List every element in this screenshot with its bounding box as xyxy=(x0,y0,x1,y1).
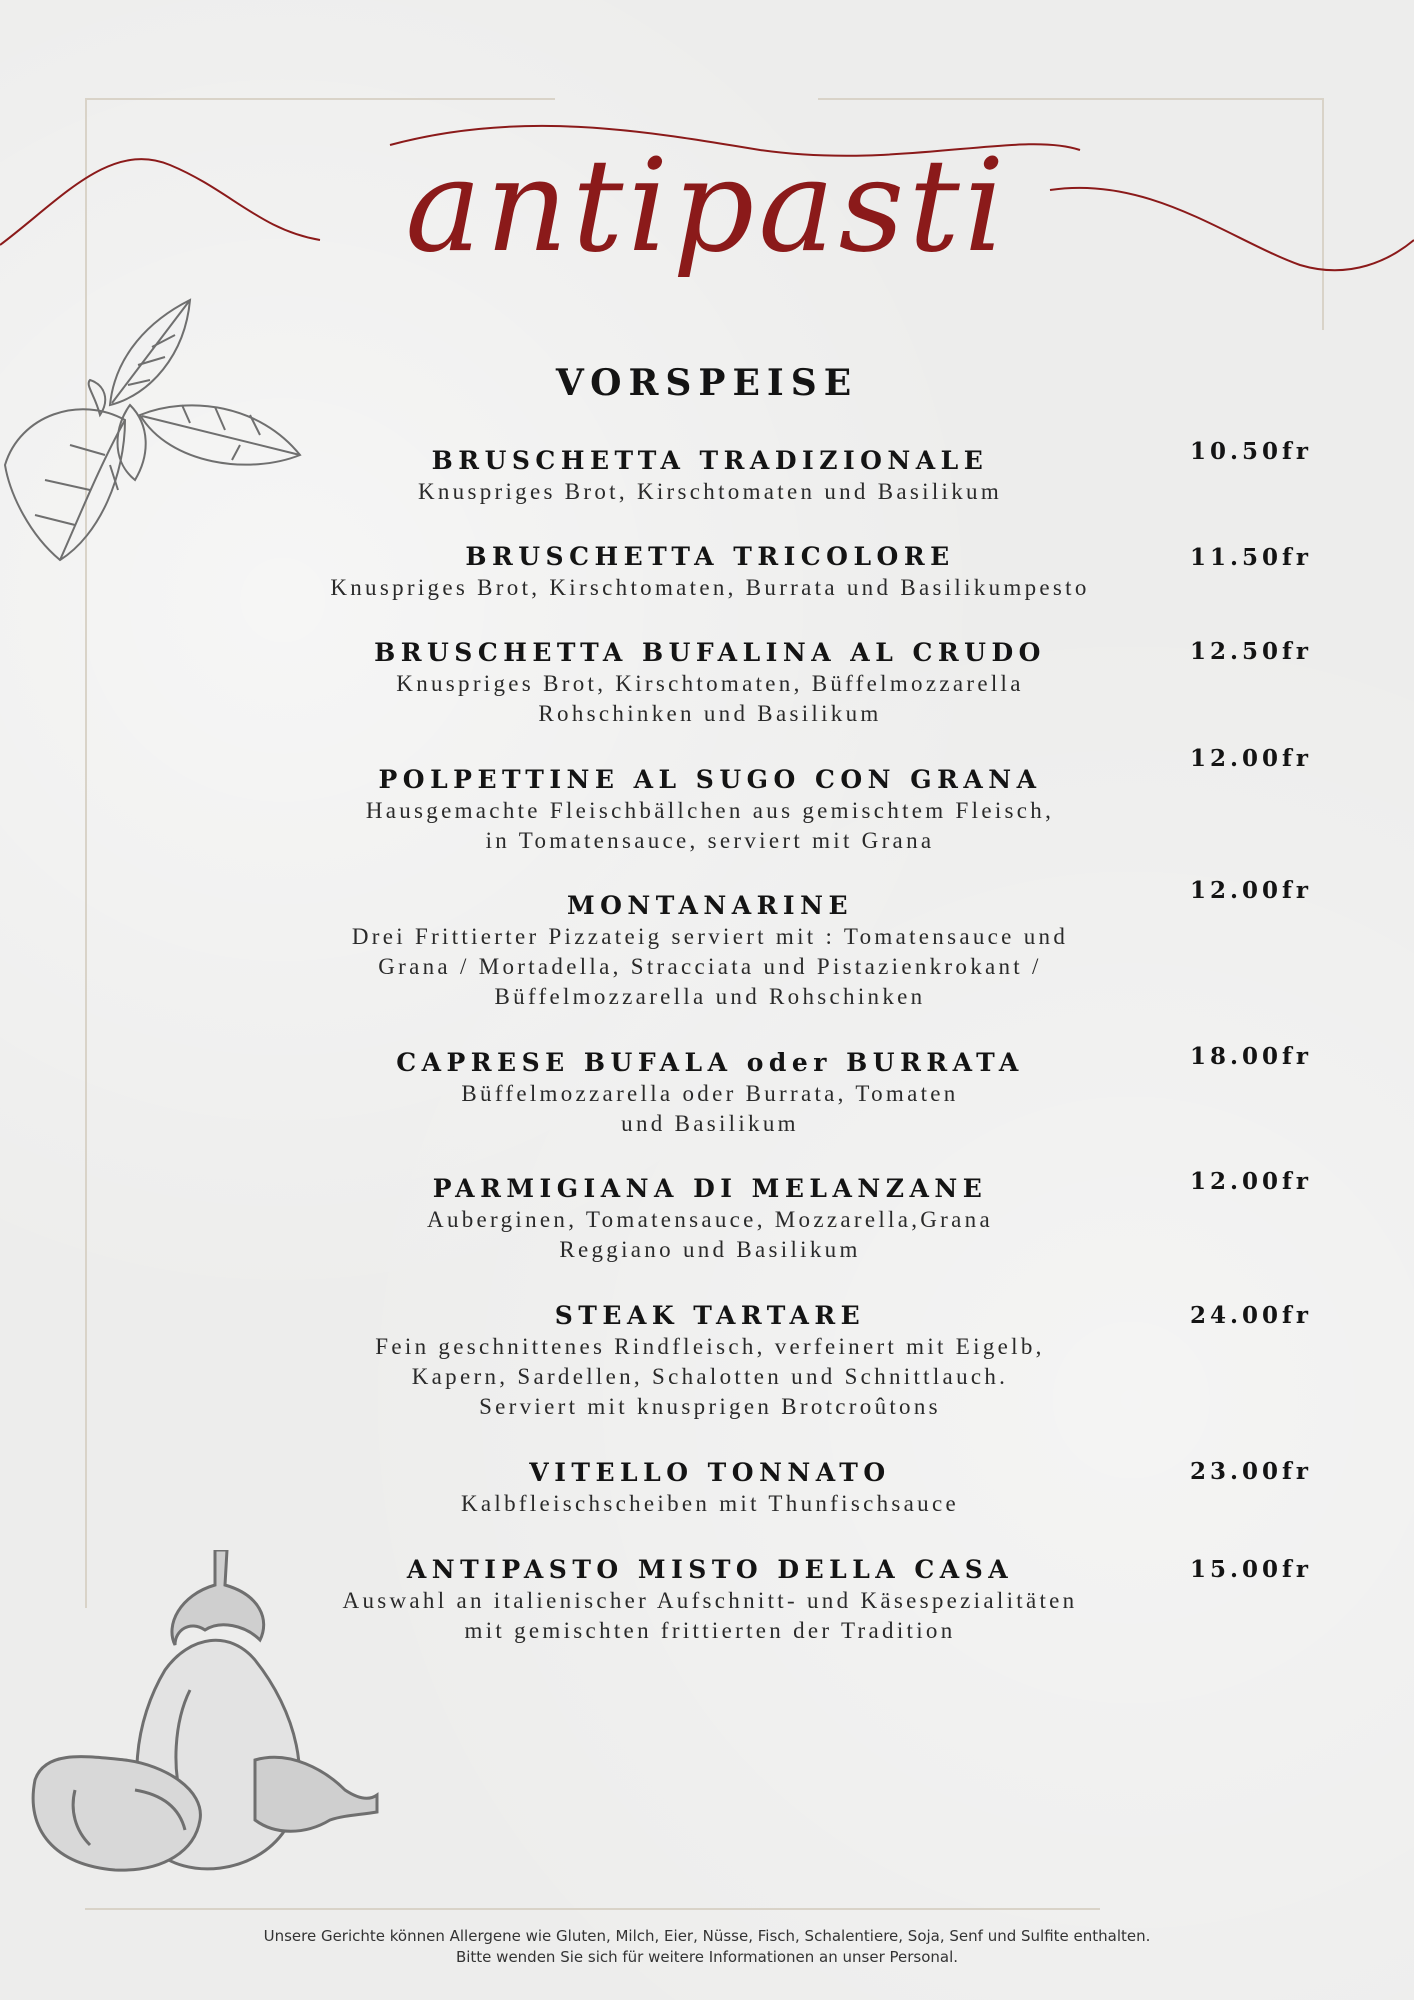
item-description: Fein geschnittenes Rindfleisch, verfeinert mit Eigelb, Kapern, Sardellen, Schalotten und Schnittlauch. Serviert mit knusprigen Brotcroûtons xyxy=(375,1334,1045,1419)
title-text: antipasti xyxy=(405,132,1009,281)
item-price: 12.00fr xyxy=(1190,745,1313,772)
item-name: BRUSCHETTA TRICOLORE xyxy=(465,542,955,571)
item-description: Knuspriges Brot, Kirschtomaten und Basilikum xyxy=(417,479,1003,504)
item-price: 12.00fr xyxy=(1190,1168,1313,1195)
item-description: Knuspriges Brot, Kirschtomaten, Burrata und Basilikumpesto xyxy=(330,575,1090,600)
title-flourish-left xyxy=(0,159,320,245)
item-name: POLPETTINE AL SUGO CON GRANA xyxy=(378,765,1042,794)
menu-item xyxy=(230,541,1190,603)
menu-item xyxy=(230,764,1190,856)
item-price: 12.00fr xyxy=(1190,877,1313,904)
menu-item xyxy=(230,1457,1190,1519)
allergen-notice-line1: Unsere Gerichte können Allergene wie Gluten, Milch, Eier, Nüsse, Fisch, Schalentiere, Soja, Senf und Sulfite enthalten. xyxy=(263,1927,1151,1945)
item-description: Kalbfleischscheiben mit Thunfischsauce xyxy=(461,1491,959,1516)
item-description: Auswahl an italienischer Aufschnitt- und Käsespezialitäten mit gemischten frittierten der Tradition xyxy=(342,1588,1078,1643)
item-name: BRUSCHETTA TRADIZIONALE xyxy=(431,446,989,475)
basil-leaves-illustration xyxy=(0,295,310,575)
item-description: Auberginen, Tomatensauce, Mozzarella,Grana Reggiano und Basilikum xyxy=(427,1207,993,1262)
title-flourish-right xyxy=(1050,188,1414,270)
item-price: 12.50fr xyxy=(1190,638,1313,665)
section-title: VORSPEISE xyxy=(555,362,859,404)
item-description: Büffelmozzarella oder Burrata, Tomaten und Basilikum xyxy=(461,1081,959,1136)
menu-item xyxy=(230,1554,1190,1646)
item-name: MONTANARINE xyxy=(566,891,854,920)
item-description: Knuspriges Brot, Kirschtomaten, Büffelmozzarella Rohschinken und Basilikum xyxy=(396,671,1024,726)
menu-item xyxy=(230,1173,1190,1265)
item-price: 23.00fr xyxy=(1190,1458,1313,1485)
item-description: Drei Frittierter Pizzateig serviert mit : Tomatensauce und Grana / Mortadella, Stracciata und Pistazienkrokant / Büffelmozzarella und Rohschinken xyxy=(351,924,1069,1009)
item-price: 10.50fr xyxy=(1190,438,1313,465)
item-name: ANTIPASTO MISTO DELLA CASA xyxy=(406,1555,1014,1584)
allergen-notice xyxy=(0,1926,1414,1968)
item-name: VITELLO TONNATO xyxy=(529,1458,891,1487)
menu-item xyxy=(230,1300,1190,1422)
frame-line-bottom xyxy=(85,1908,1100,1910)
item-name: STEAK TARTARE xyxy=(554,1301,866,1330)
item-price: 15.00fr xyxy=(1190,1556,1313,1583)
menu-item xyxy=(230,1047,1190,1139)
item-name: BRUSCHETTA BUFALINA AL CRUDO xyxy=(374,638,1046,667)
item-name: CAPRESE BUFALA oder BURRATA xyxy=(396,1048,1024,1077)
menu-item xyxy=(230,637,1190,729)
item-price: 18.00fr xyxy=(1190,1043,1313,1070)
menu-item xyxy=(230,890,1190,1012)
item-description: Hausgemachte Fleischbällchen aus gemischtem Fleisch, in Tomatensauce, serviert mit Grana xyxy=(365,798,1055,853)
menu-item xyxy=(230,445,1190,507)
item-price: 11.50fr xyxy=(1190,544,1313,571)
item-name: PARMIGIANA DI MELANZANE xyxy=(432,1174,988,1203)
allergen-notice-line2: Bitte wenden Sie sich für weitere Informationen an unser Personal. xyxy=(455,1948,959,1966)
item-price: 24.00fr xyxy=(1190,1302,1313,1329)
